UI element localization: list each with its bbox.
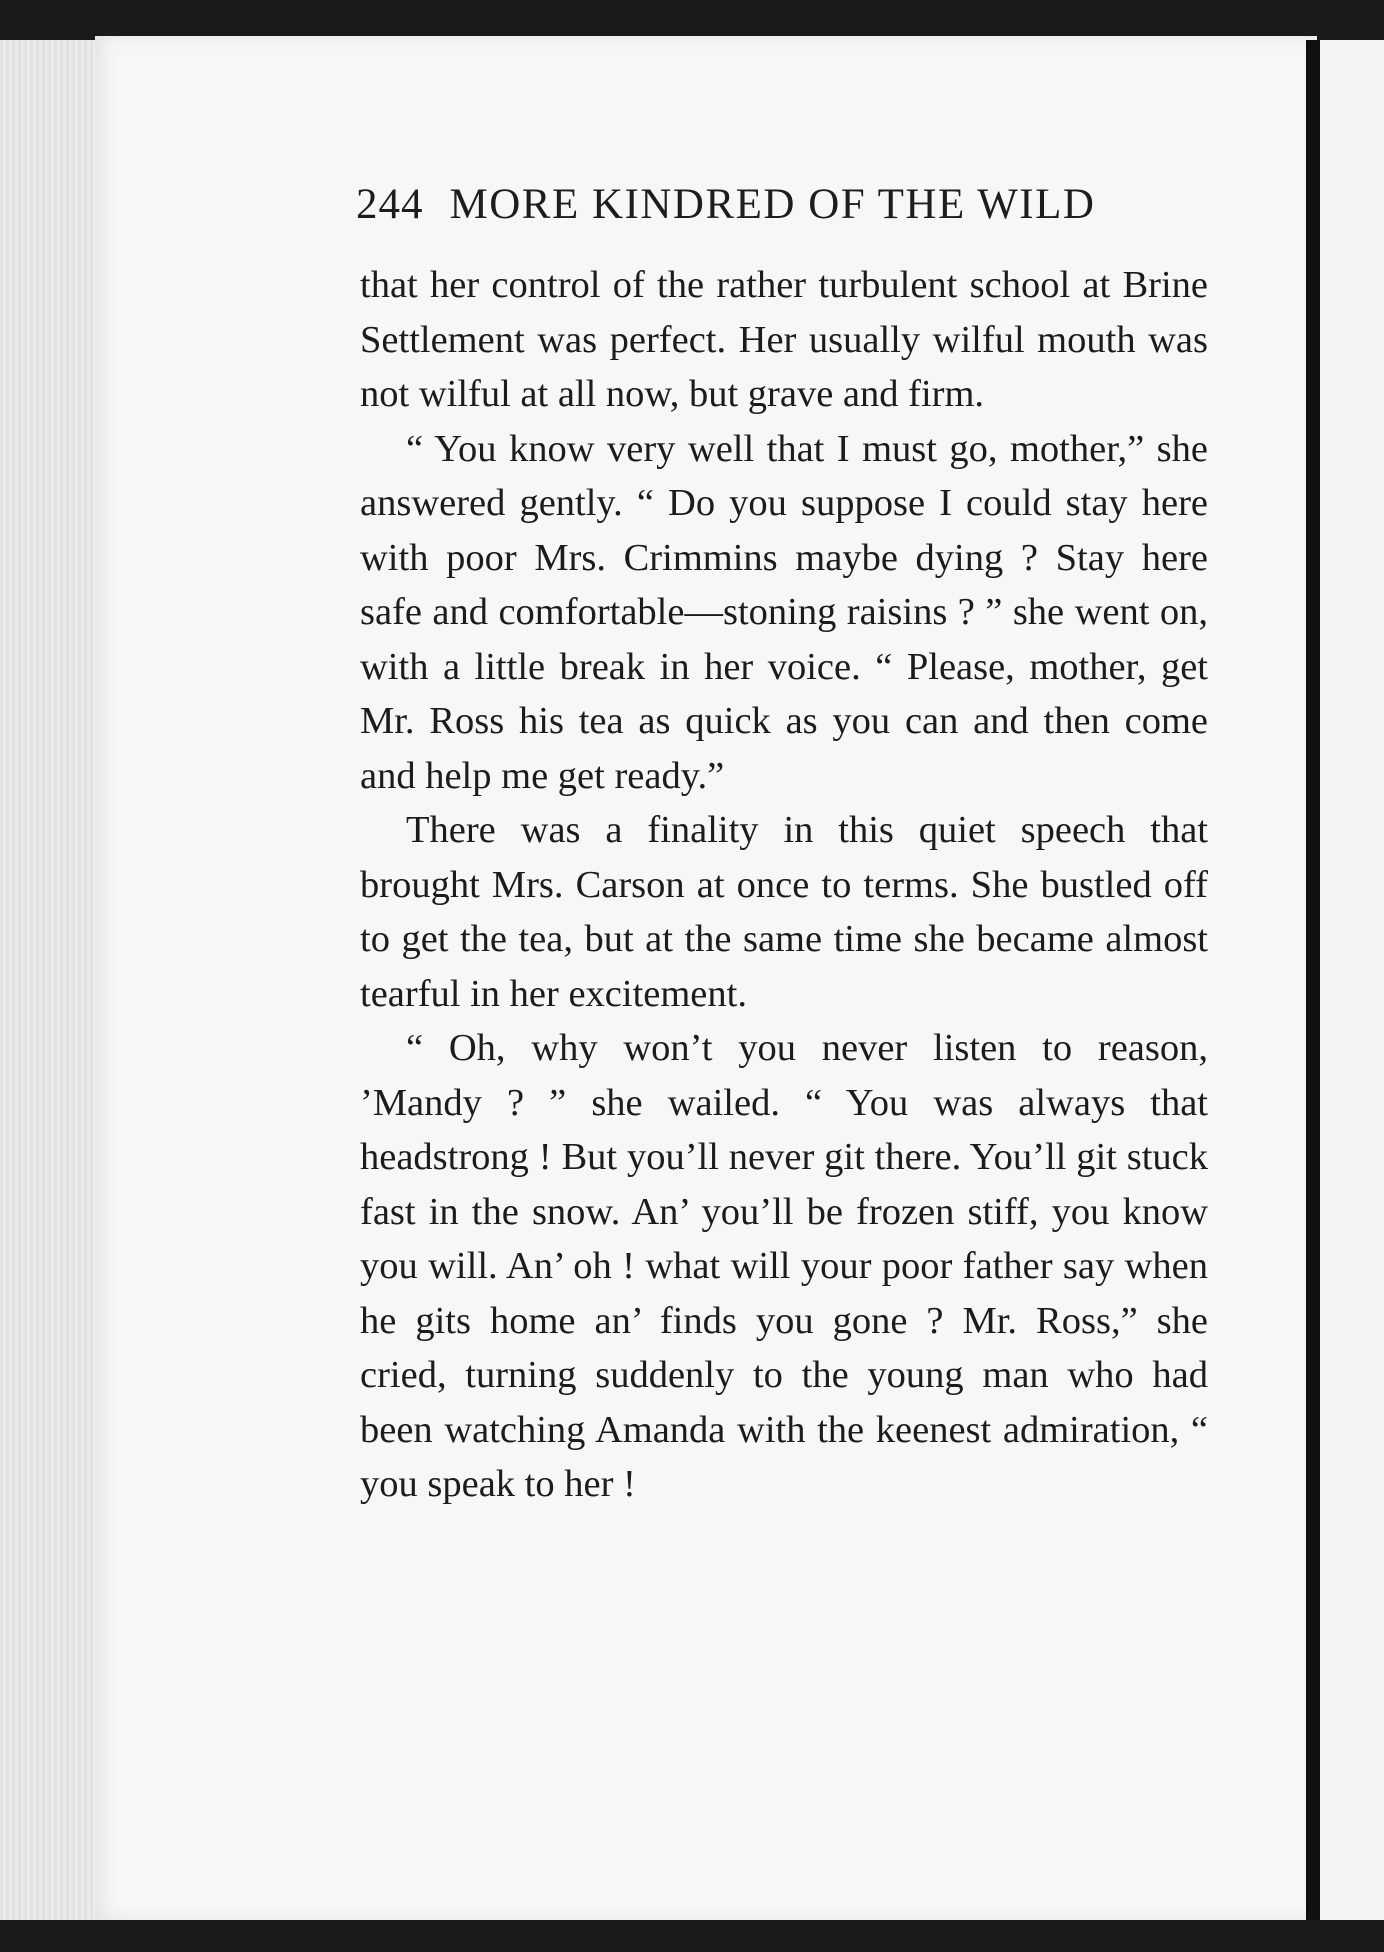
page-number: 244	[356, 181, 424, 228]
paragraph: that her control of the rather turbulent school at Brine Settlement was perfect. Her usually wilful mouth was not wilful at all now, but grave and firm.	[360, 264, 1208, 415]
next-page-edge	[1320, 40, 1384, 1920]
paragraph: “ You know very well that I must go, mother,” she answered gently. “ Do you suppose I could stay here with poor Mrs. Crimmins maybe dying ? Stay here safe and comfortable—stoning raisins ? ” she went on, with a little break in her voice. “ Please, mother, get Mr. Ross his tea as quick as you can and then come and help me get ready.”	[360, 427, 1208, 797]
running-title: MORE KINDRED OF THE WILD	[449, 181, 1096, 228]
page-header	[356, 180, 1216, 229]
paragraph: “ Oh, why won’t you never listen to reason, ’Mandy ? ” she wailed. “ You was always that headstrong ! But you’ll never git there. You’ll git stuck fast in the snow. An’ you’ll be frozen stiff, you know you will. An’ oh ! what will your poor father say when he gits home an’ finds you gone ? Mr. Ross,” she cried, turning suddenly to the young man who had been watching Amanda with the keenest admiration, “ you speak to her !	[360, 1027, 1208, 1505]
paragraph: There was a finality in this quiet speech that brought Mrs. Carson at once to terms. She bustled off to get the tea, but at the same time she became almost tearful in her excitement.	[360, 809, 1208, 1015]
page-gutter-shadow	[1306, 40, 1320, 1920]
body-text	[360, 258, 1208, 1512]
